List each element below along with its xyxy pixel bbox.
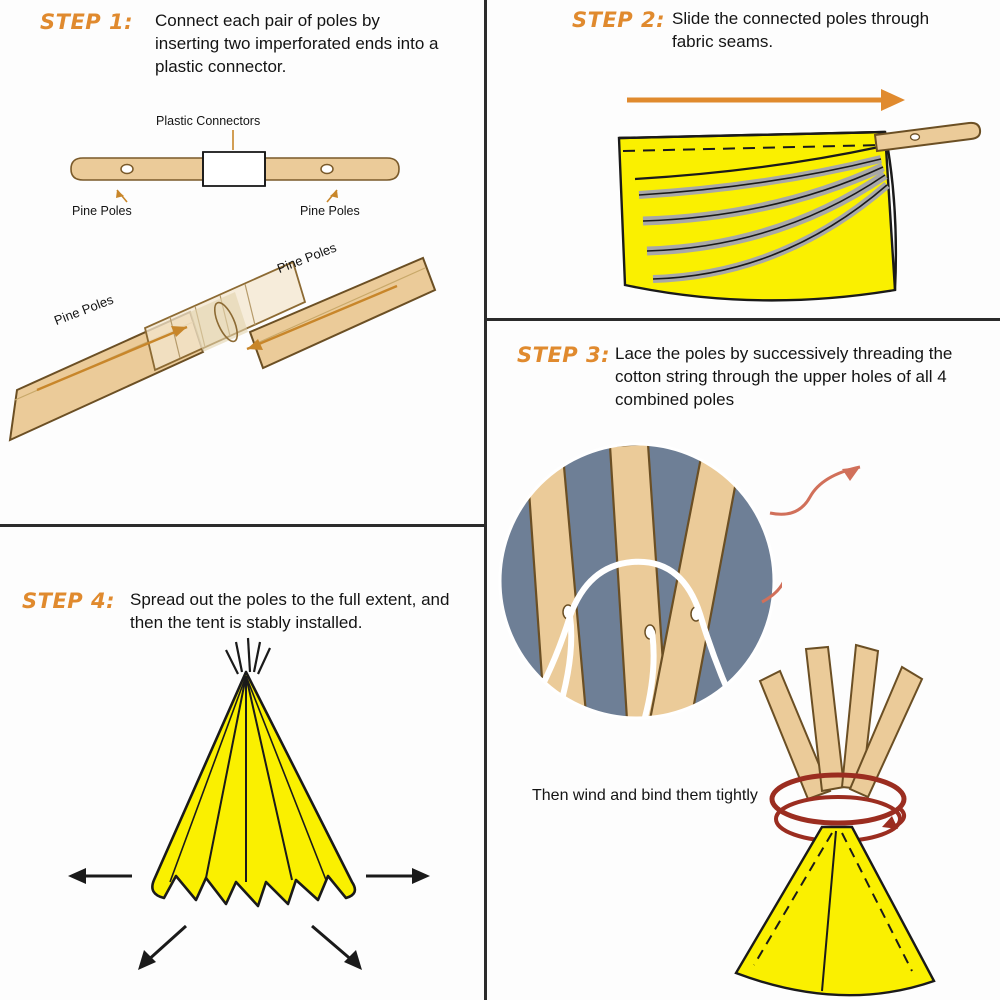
step-2-text: Slide the connected poles through fabric seams.: [672, 9, 930, 51]
panel-step-3: [487, 321, 1000, 1000]
step-1-label: STEP 1:: [40, 10, 134, 34]
step-3-pointer-arrow: [762, 461, 872, 521]
step-1-text: Connect each pair of poles by inserting two imperforated ends into a plastic connector.: [155, 11, 439, 76]
step-4-label: STEP 4:: [22, 589, 116, 613]
panel-step-4: [0, 527, 484, 1000]
pine-poles-label-right: Pine Poles: [300, 204, 360, 218]
step-4-drawing: [60, 632, 450, 992]
panel-step-2: [487, 0, 1000, 318]
pine-poles-detail-label-left: Pine Poles: [52, 291, 116, 329]
step-3-text: Lace the poles by successively threading the cotton string through the upper holes of all 4 combined poles: [615, 344, 953, 409]
plastic-connectors-label: Plastic Connectors: [156, 114, 261, 128]
step-1-detail-drawing: [5, 250, 445, 450]
panel-step-1: [0, 0, 484, 524]
step-3-caption: Then wind and bind them tightly: [532, 787, 758, 804]
step-3-bound-poles-drawing: [702, 621, 992, 1001]
step-2-label: STEP 2:: [572, 8, 666, 32]
step-3-label: STEP 3:: [517, 343, 611, 367]
pine-poles-detail-label-right: Pine Poles: [275, 239, 339, 277]
step-4-text: Spread out the poles to the full extent, and then the tent is stably installed.: [130, 590, 450, 632]
pine-poles-label-left: Pine Poles: [72, 204, 132, 218]
step-2-drawing: [507, 75, 987, 315]
